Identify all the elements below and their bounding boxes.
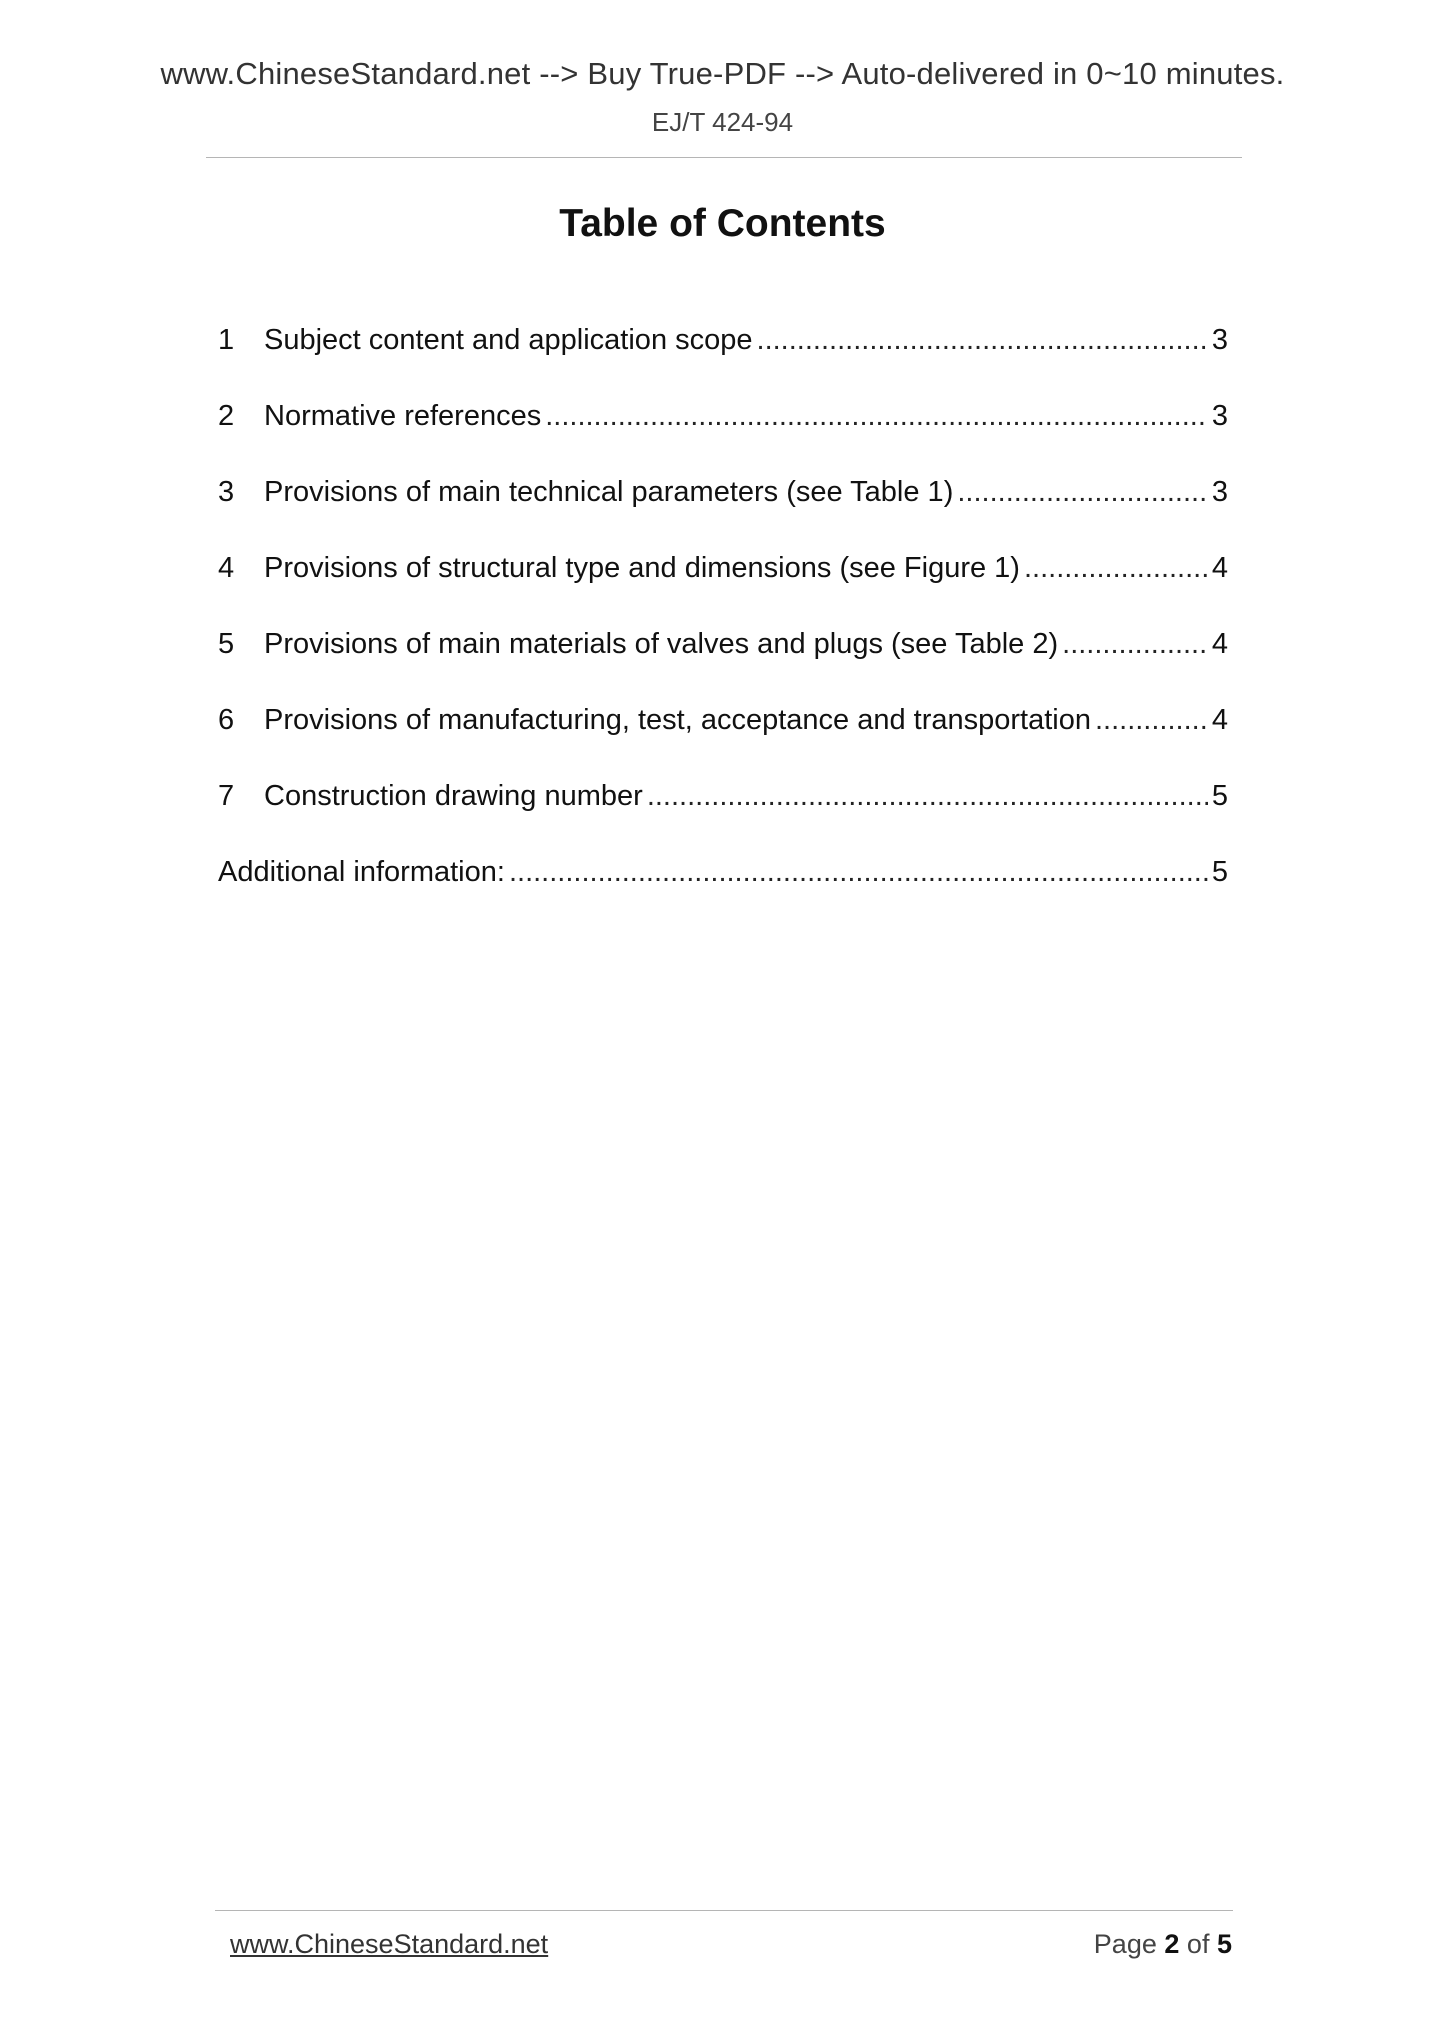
toc-entry-number: 4 (218, 552, 235, 584)
toc-entry-title: Provisions of manufacturing, test, acceptance and transportation (264, 704, 1091, 736)
toc-dot-leader (1024, 548, 1208, 588)
toc-entry-1[interactable] (218, 320, 1228, 396)
toc-entry-number: 3 (218, 476, 235, 508)
toc-entry-title: Additional information: (218, 856, 505, 888)
toc-entry-2[interactable] (218, 396, 1228, 472)
total-pages-number: 5 (1216, 1929, 1232, 1959)
toc-dot-leader (1062, 624, 1208, 664)
toc-entry-page: 3 (1211, 324, 1228, 356)
page-title: Table of Contents (559, 202, 886, 245)
toc-dot-leader (647, 776, 1208, 816)
toc-entry-4[interactable] (218, 548, 1228, 624)
toc-entry-page: 3 (1211, 476, 1228, 508)
page-of-label: of (1186, 1929, 1210, 1959)
toc-entry-title: Provisions of main materials of valves and plugs (see Table 2) (264, 628, 1059, 660)
toc-entry-3[interactable] (218, 472, 1228, 548)
toc-entry-title: Provisions of structural type and dimensions (see Figure 1) (264, 552, 1020, 584)
toc-entry-number: 1 (218, 324, 235, 356)
toc-entry-page: 4 (1211, 704, 1228, 736)
toc-dot-leader (545, 396, 1208, 436)
toc-entry-title: Subject content and application scope (264, 324, 753, 356)
toc-dot-leader (957, 472, 1208, 512)
toc-entry-6[interactable] (218, 700, 1228, 776)
page-number (1094, 1929, 1232, 1960)
toc-entry-page: 5 (1211, 780, 1228, 812)
toc-entry-title: Construction drawing number (264, 780, 643, 812)
header-banner: www.ChineseStandard.net --> Buy True-PDF --> Auto-delivered in 0~10 minutes. (160, 56, 1285, 91)
toc-entry-number: 2 (218, 400, 235, 432)
toc-entry-page: 4 (1211, 628, 1228, 660)
toc-entry-page: 3 (1211, 400, 1228, 432)
toc-entry-number: 6 (218, 704, 235, 736)
toc-entry-number: 5 (218, 628, 235, 660)
table-of-contents (218, 320, 1228, 928)
footer-website-link[interactable]: www.ChineseStandard.net (230, 1929, 549, 1959)
toc-entry-number: 7 (218, 780, 235, 812)
toc-entry-7[interactable] (218, 776, 1228, 852)
toc-dot-leader (757, 320, 1208, 360)
toc-entry-5[interactable] (218, 624, 1228, 700)
toc-entry-page: 4 (1211, 552, 1228, 584)
footer-divider (215, 1910, 1233, 1911)
toc-entry-title: Normative references (264, 400, 542, 432)
toc-entry-title: Provisions of main technical parameters (see Table 1) (264, 476, 954, 508)
toc-entry-additional-information[interactable] (218, 852, 1228, 928)
current-page-number: 2 (1164, 1929, 1180, 1959)
toc-dot-leader (509, 852, 1208, 892)
page-label: Page (1093, 1929, 1157, 1959)
document-code: EJ/T 424-94 (651, 107, 794, 137)
toc-entry-page: 5 (1211, 856, 1228, 888)
toc-dot-leader (1095, 700, 1208, 740)
header-divider (206, 157, 1242, 158)
